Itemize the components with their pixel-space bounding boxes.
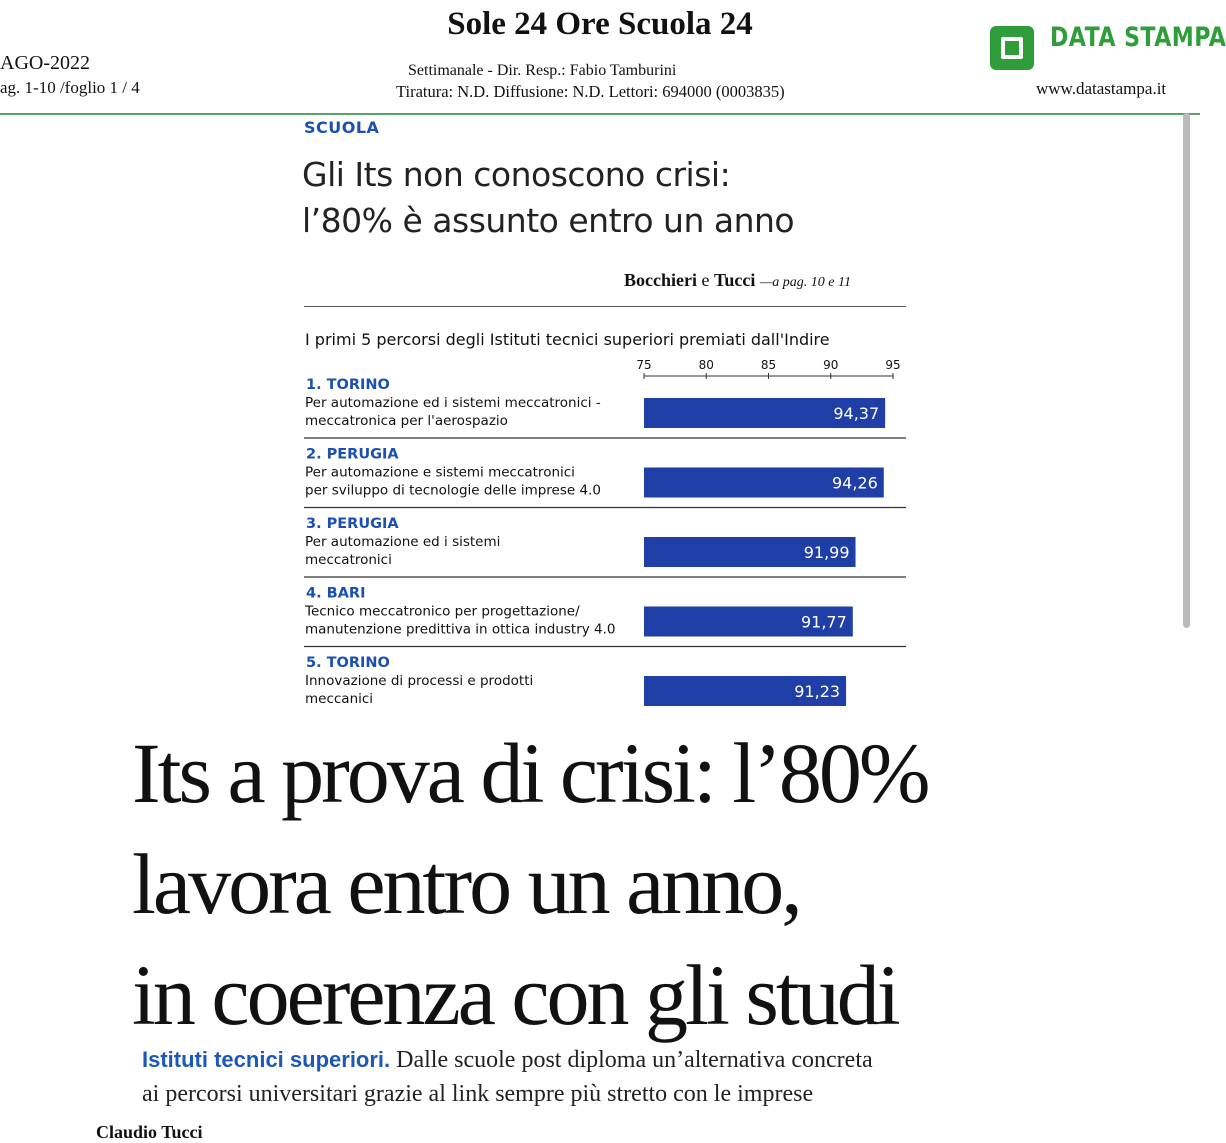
item-label-line2: meccanici [305,691,374,707]
headline-line3: in coerenza con gli studi [132,947,898,1043]
website-link[interactable]: www.datastampa.it [1036,79,1167,98]
page-info: ag. 1-10 /foglio 1 / 4 [0,78,140,97]
x-tick-label: 85 [760,358,777,372]
x-tick-label: 90 [823,358,839,372]
item-label-line1: Innovazione di processi e prodotti [305,673,534,689]
headline-line2: lavora entro un anno, [132,836,800,932]
author-1: Bocchieri [624,270,697,290]
byline-conjunction: e [701,270,710,290]
item-label-line2: manutenzione predittiva in ottica industry 4.0 [305,621,616,638]
teaser-title-line1: Gli Its non conoscono crisi: [302,155,731,194]
deck-line2: ai percorsi universitari grazie al link sempre più stretto con le imprese [142,1081,814,1107]
bar-value-label: 91,23 [794,682,841,701]
item-label-line1: Per automazione ed i sistemi [305,534,501,550]
x-tick-label: 80 [698,358,714,372]
chart-title: I primi 5 percorsi degli Istituti tecnici superiori premiati dall'Indire [305,330,830,349]
publication-meta-line2: Tiratura: N.D. Diffusione: N.D. Lettori: 694000 (0003835) [396,82,785,101]
item-label-line1: Tecnico meccatronico per progettazione/ [305,603,580,620]
main-headline [132,718,928,1051]
issue-date: AGO-2022 [0,52,90,74]
x-tick-label: 75 [636,358,652,372]
bar-value-label: 94,37 [833,404,880,423]
article-deck [142,1043,873,1111]
item-label-line1: Per automazione ed i sistemi meccatronici - [305,395,601,411]
publication-meta-line1: Settimanale - Dir. Resp.: Fabio Tamburini [408,62,677,79]
teaser-title-line2: l’80% è assunto entro un anno [302,201,795,240]
item-label-line2: meccatronici [305,552,392,568]
bar-value-label: 94,26 [831,473,878,493]
item-rank: 4. BARI [306,585,366,602]
item-label-line2: per sviluppo di tecnologie delle imprese 4.0 [305,482,601,499]
deck-line1: Dalle scuole post diploma un’alternativa concreta [390,1047,873,1073]
item-label-line2: meccatronica per l'aerospazio [305,413,508,429]
masthead: Sole 24 Ore Scuola 24 [447,6,753,42]
author-2: Tucci [713,270,756,290]
x-tick-label: 95 [885,358,901,372]
article-author: Claudio Tucci [96,1122,203,1142]
page-reference: —a pag. 10 e 11 [759,275,851,290]
logo-text: DATA STAMPA [1050,22,1226,53]
headline-line1: Its a prova di crisi: l’80% [132,725,928,821]
bar-value-label: 91,77 [800,612,847,632]
item-rank: 1. TORINO [306,377,390,393]
section-label: SCUOLA [304,118,380,137]
item-label-line1: Per automazione e sistemi meccatronici [305,464,575,481]
deck-lead: Istituti tecnici superiori. [142,1047,391,1072]
item-rank: 5. TORINO [306,655,390,671]
item-rank: 3. PERUGIA [306,516,399,532]
bar-value-label: 91,99 [803,543,850,562]
item-rank: 2. PERUGIA [306,446,399,463]
